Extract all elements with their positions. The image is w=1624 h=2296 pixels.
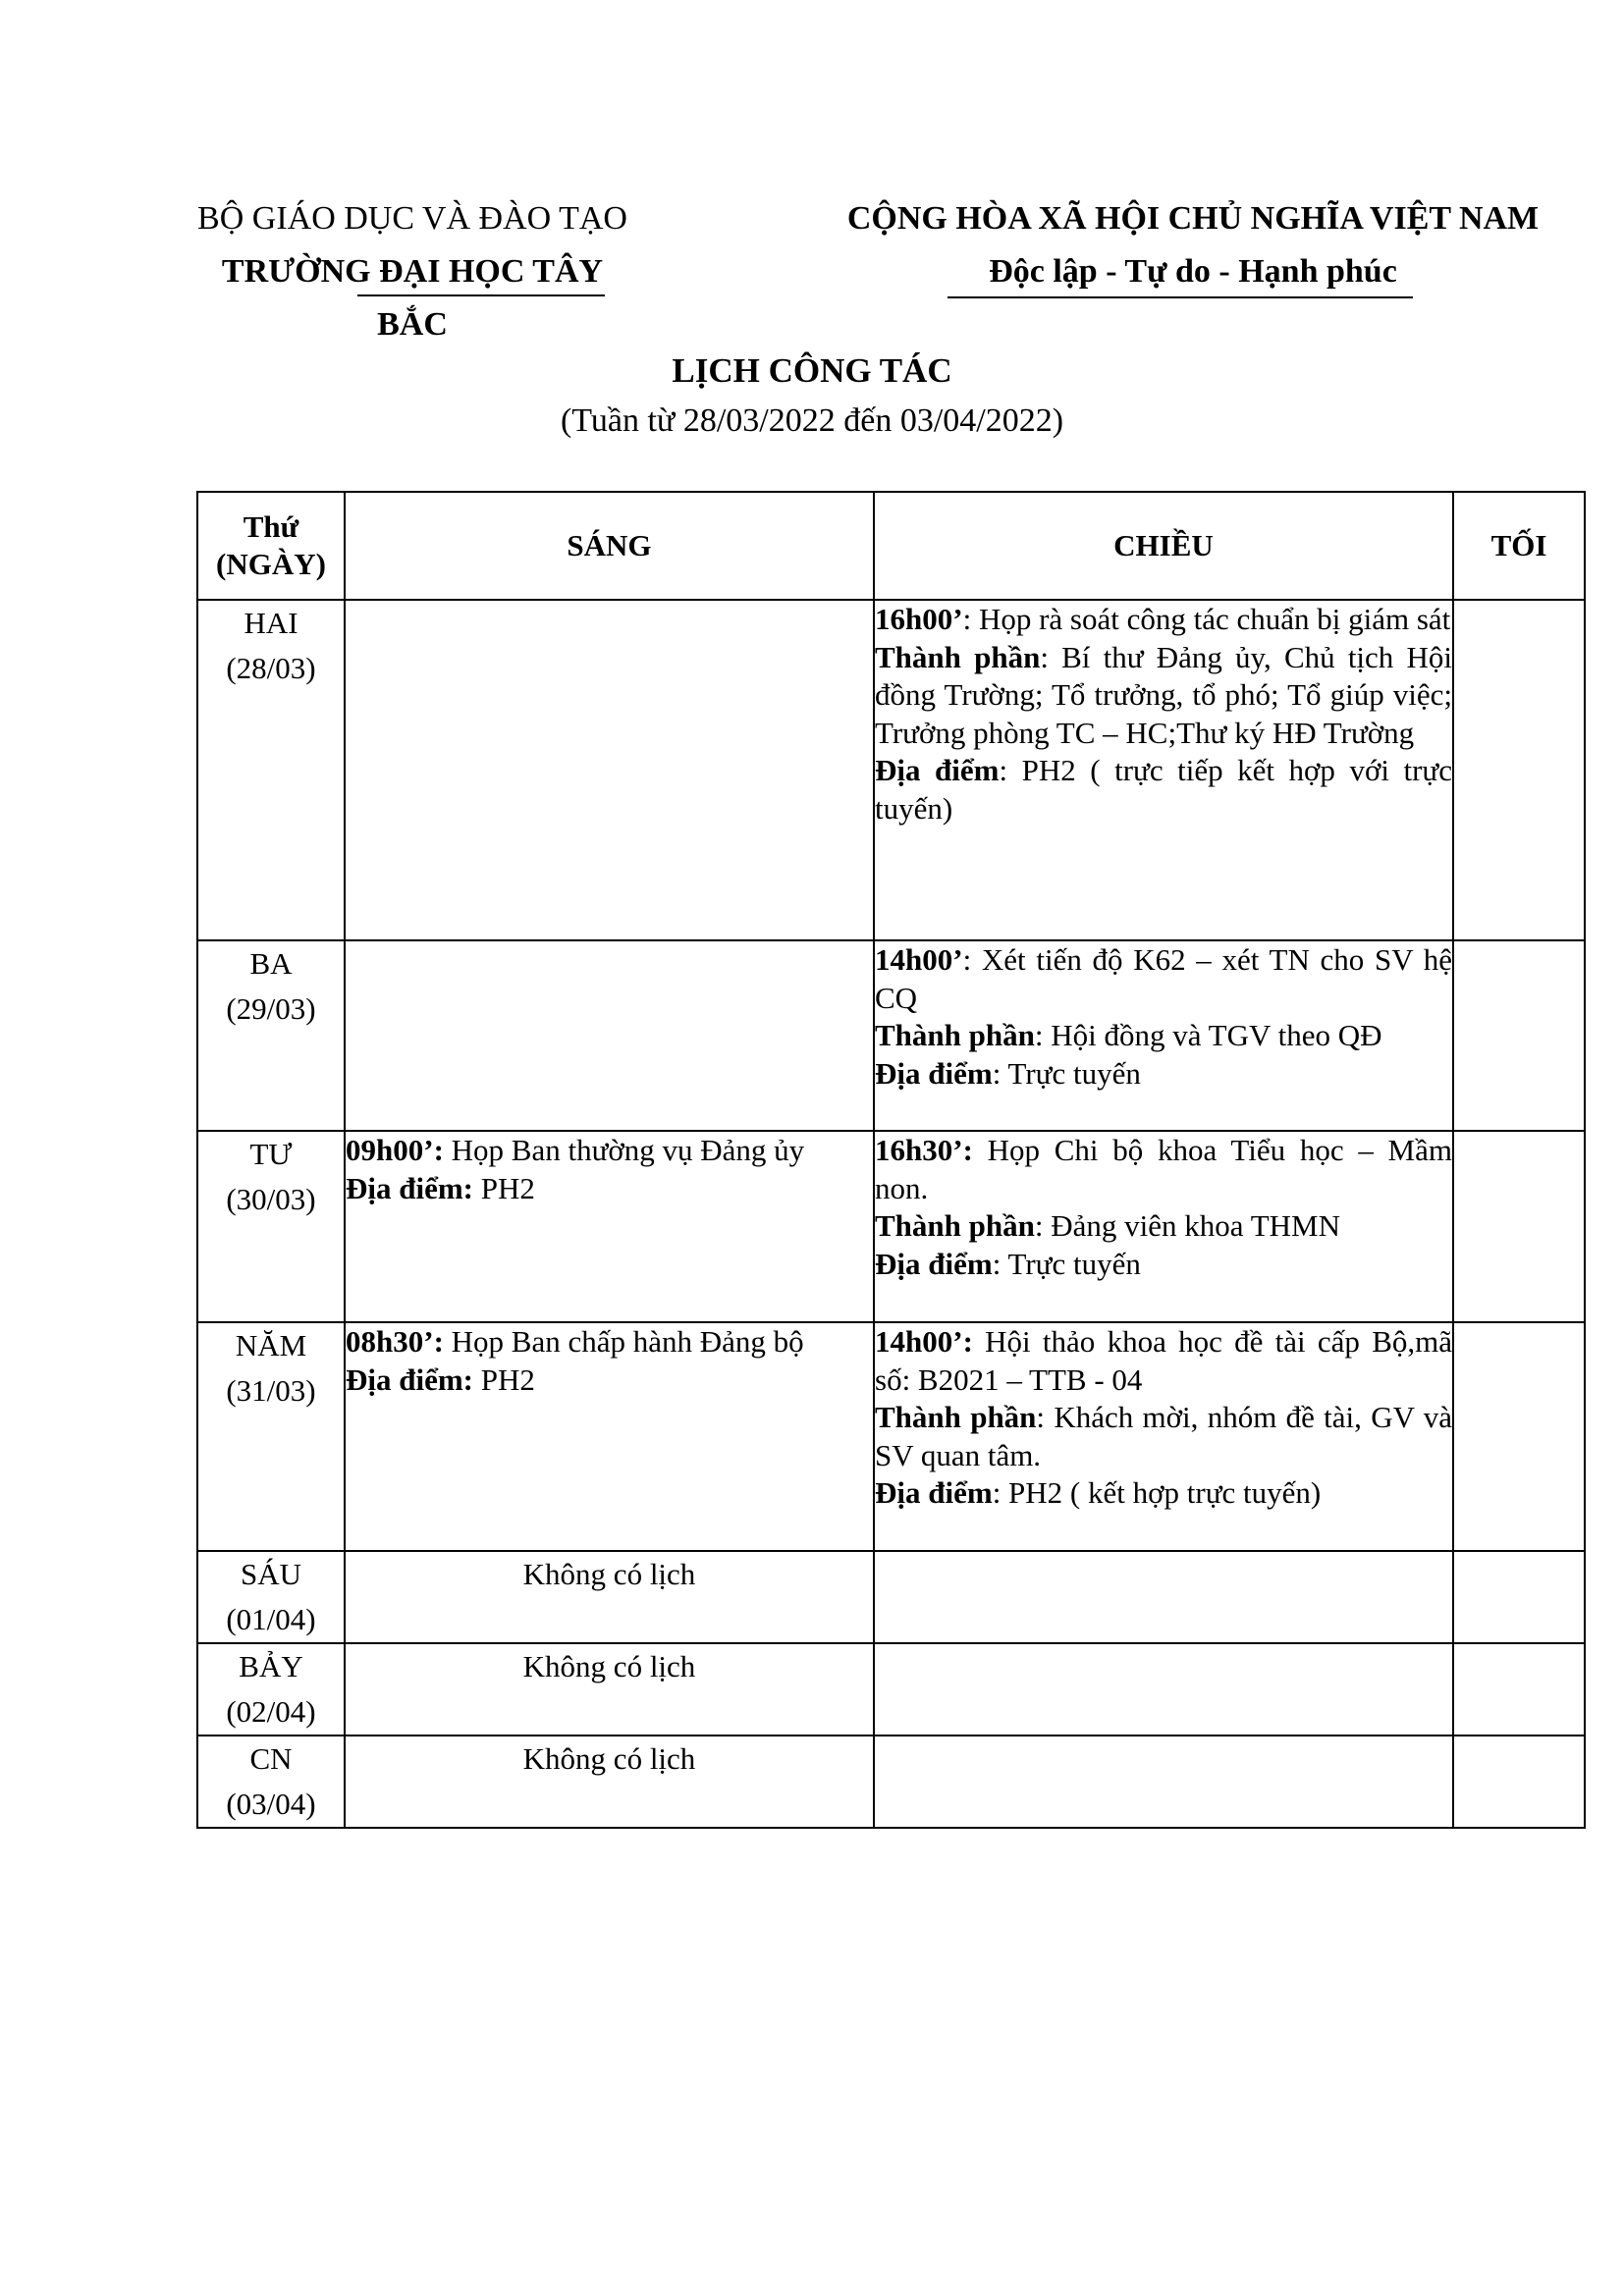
evening-cell xyxy=(1453,1322,1585,1551)
day-date: (31/03) xyxy=(226,1373,316,1408)
event-time: 14h00’: xyxy=(875,1324,973,1359)
day-cell xyxy=(197,1735,345,1828)
day-cell xyxy=(197,600,345,940)
event-time: 09h00’: xyxy=(346,1133,444,1167)
event-title-text: : Họp rà soát công tác chuẩn bị giám sát xyxy=(962,602,1451,636)
table-row xyxy=(197,940,1585,1131)
day-date: (02/04) xyxy=(226,1694,316,1729)
location-label: Địa điểm xyxy=(875,1055,993,1091)
participants-label: Thành phần xyxy=(875,1018,1035,1052)
morning-cell xyxy=(345,600,874,940)
ministry-name: BỘ GIÁO DỤC VÀ ĐÀO TẠO xyxy=(197,200,627,237)
header-right xyxy=(810,192,1576,298)
participants-text: : Khách mời, nhóm đề tài, GV và SV quan tâm. xyxy=(875,1400,1452,1472)
page-title: LỊCH CÔNG TÁC xyxy=(672,351,952,390)
day-name: SÁU xyxy=(240,1557,301,1591)
motto: Độc lập - Tự do - Hạnh phúc xyxy=(989,253,1397,290)
morning-cell: Không có lịch xyxy=(345,1551,874,1643)
header-left xyxy=(196,192,628,351)
location-text: : Trực tuyến xyxy=(992,1055,1141,1091)
location-label: Địa điểm xyxy=(875,753,1000,787)
day-name: HAI xyxy=(244,606,298,640)
day-cell xyxy=(197,1322,345,1551)
event-time: 08h30’: xyxy=(346,1324,444,1359)
participants-label: Thành phần xyxy=(875,639,1041,674)
header-day-label: Thứ xyxy=(243,509,299,544)
event-title-text: Họp Chi bộ khoa Tiểu học – Mầm non. xyxy=(875,1133,1452,1205)
header-right-underline xyxy=(947,296,1413,298)
day-name: BẢY xyxy=(239,1649,303,1683)
day-cell xyxy=(197,1643,345,1735)
evening-cell xyxy=(1453,600,1585,940)
location-text: PH2 xyxy=(473,1170,535,1205)
evening-cell xyxy=(1453,1735,1585,1828)
table-row xyxy=(197,1131,1585,1322)
event-participants xyxy=(875,1399,1452,1474)
location-label: Địa điểm xyxy=(875,1475,993,1510)
location-text: PH2 xyxy=(473,1362,535,1397)
event-time: 16h30’: xyxy=(875,1133,973,1167)
participants-label: Thành phần xyxy=(875,1208,1035,1243)
event-title-text: Họp Ban chấp hành Đảng bộ xyxy=(443,1324,804,1359)
evening-cell xyxy=(1453,1643,1585,1735)
event-title xyxy=(346,1323,873,1362)
event-title xyxy=(346,1132,873,1170)
day-date: (03/04) xyxy=(226,1787,316,1821)
event-location xyxy=(346,1362,873,1400)
event-title xyxy=(875,1323,1452,1399)
afternoon-cell xyxy=(874,1322,1453,1551)
day-date: (01/04) xyxy=(226,1602,316,1636)
event-location xyxy=(875,1246,1452,1284)
event-title-text: Họp Ban thường vụ Đảng ủy xyxy=(443,1133,805,1167)
header-evening: TỐI xyxy=(1453,492,1585,600)
event-location xyxy=(346,1170,873,1208)
page-subtitle: (Tuần từ 28/03/2022 đến 03/04/2022) xyxy=(560,402,1064,439)
location-text: : PH2 ( trực tiếp kết hợp với trực tuyến) xyxy=(875,753,1452,826)
header-morning: SÁNG xyxy=(345,492,874,600)
day-name: BA xyxy=(249,946,293,981)
day-date: (29/03) xyxy=(226,991,316,1026)
event-title-text: : Xét tiến độ K62 – xét TN cho SV hệ CQ xyxy=(875,942,1452,1015)
event-title xyxy=(875,1132,1452,1207)
day-name: NĂM xyxy=(235,1328,307,1362)
afternoon-cell xyxy=(874,600,1453,940)
table-row xyxy=(197,1551,1585,1643)
morning-cell: Không có lịch xyxy=(345,1643,874,1735)
morning-cell xyxy=(345,940,874,1131)
event-title xyxy=(875,601,1452,639)
location-label: Địa điểm: xyxy=(346,1362,474,1397)
evening-cell xyxy=(1453,1131,1585,1322)
day-name: CN xyxy=(249,1741,293,1776)
day-date: (30/03) xyxy=(226,1182,316,1216)
day-cell xyxy=(197,940,345,1131)
event-location xyxy=(875,1055,1452,1094)
participants-text: : Bí thư Đảng ủy, Chủ tịch Hội đồng Trường; Tổ trưởng, tổ phó; Tổ giúp việc; Trưởng phòng TC – HC;Thư ký HĐ Trường xyxy=(875,639,1452,750)
table-row xyxy=(197,1643,1585,1735)
header-date-label: (NGÀY) xyxy=(216,547,326,581)
event-time: 14h00’ xyxy=(875,942,963,977)
location-text: : PH2 ( kết hợp trực tuyến) xyxy=(992,1475,1322,1510)
event-participants xyxy=(875,1017,1452,1055)
event-title-text: Hội thảo khoa học đề tài cấp Bộ,mã số: B2021 – TTB - 04 xyxy=(875,1324,1452,1397)
afternoon-cell xyxy=(874,940,1453,1131)
schedule-table xyxy=(196,491,1586,1829)
morning-cell xyxy=(345,1131,874,1322)
table-row xyxy=(197,1735,1585,1828)
day-cell xyxy=(197,1131,345,1322)
event-title xyxy=(875,941,1452,1017)
afternoon-cell xyxy=(874,1735,1453,1828)
day-name: TƯ xyxy=(249,1137,293,1171)
country-name: CỘNG HÒA XÃ HỘI CHỦ NGHĨA VIỆT NAM xyxy=(846,200,1540,237)
event-participants xyxy=(875,639,1452,753)
participants-label: Thành phần xyxy=(875,1400,1037,1434)
header-left-underline xyxy=(357,294,605,296)
day-date: (28/03) xyxy=(226,651,316,685)
header-day xyxy=(197,492,345,600)
location-text: : Trực tuyến xyxy=(992,1246,1141,1281)
event-participants xyxy=(875,1207,1452,1246)
morning-cell: Không có lịch xyxy=(345,1735,874,1828)
participants-text: : Đảng viên khoa THMN xyxy=(1034,1208,1340,1243)
table-row xyxy=(197,1322,1585,1551)
participants-text: : Hội đồng và TGV theo QĐ xyxy=(1034,1018,1382,1052)
university-name: TRƯỜNG ĐẠI HỌC TÂY BẮC xyxy=(221,253,604,343)
afternoon-cell xyxy=(874,1131,1453,1322)
evening-cell xyxy=(1453,1551,1585,1643)
morning-cell xyxy=(345,1322,874,1551)
location-label: Địa điểm xyxy=(875,1246,993,1281)
afternoon-cell xyxy=(874,1643,1453,1735)
event-location xyxy=(875,1474,1452,1513)
location-label: Địa điểm: xyxy=(346,1170,474,1205)
event-location xyxy=(875,752,1452,828)
event-time: 16h00’ xyxy=(875,602,963,636)
table-header-row xyxy=(197,492,1585,600)
evening-cell xyxy=(1453,940,1585,1131)
day-cell xyxy=(197,1551,345,1643)
afternoon-cell xyxy=(874,1551,1453,1643)
header-afternoon: CHIỀU xyxy=(874,492,1453,600)
table-row xyxy=(197,600,1585,940)
